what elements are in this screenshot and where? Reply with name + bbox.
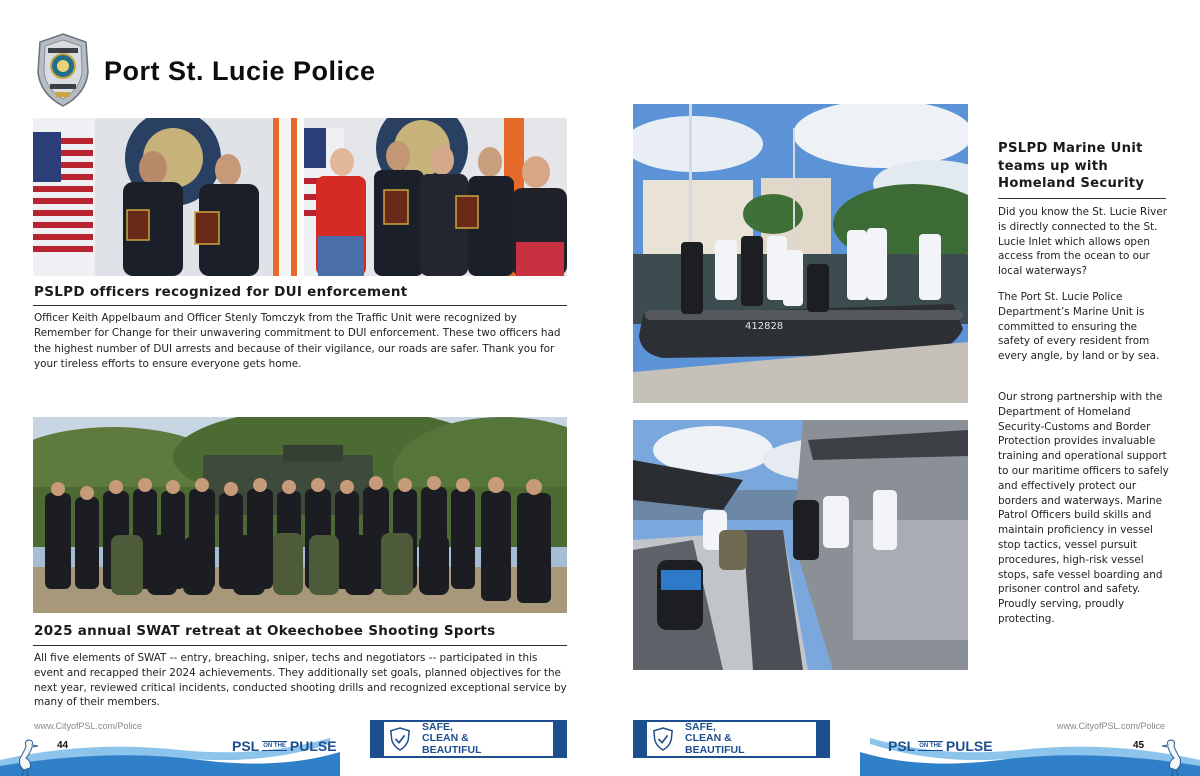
safe-clean-beautiful-banner — [370, 720, 567, 758]
psl-logo-mid: ON THE — [263, 743, 286, 749]
dui-article-heading: PSLPD officers recognized for DUI enforcement — [34, 284, 408, 300]
dui-heading-rule — [33, 305, 567, 306]
swat-article-heading: 2025 annual SWAT retreat at Okeechobee Shooting Sports — [34, 623, 496, 639]
page-title: Port St. Lucie Police — [104, 56, 376, 86]
psl-logo-pulse: PULSE — [945, 738, 993, 754]
marine-unit-boat-photo — [633, 104, 968, 403]
scb-line-2: CLEAN & — [422, 732, 469, 745]
shield-check-icon — [647, 722, 679, 756]
scb-line-1: SAFE, — [685, 720, 716, 733]
dui-article-body: Officer Keith Appelbaum and Officer Stenly Tomczyk from the Traffic Unit were recognized by Remember for Change for their unwavering commitment to DUI enforcement. These two officers had the highest number of DUI arrests and because of their vigilance, our roads are safer. Thank you for your tireless efforts to ensure everyone gets home. — [34, 312, 561, 371]
psl-logo-mid: ON THE — [919, 743, 942, 749]
psl-on-the-pulse-logo — [232, 738, 337, 754]
safe-clean-beautiful-banner — [633, 720, 830, 758]
heron-icon — [1160, 736, 1190, 776]
officers-with-plaques-photo — [33, 118, 297, 276]
psl-on-the-pulse-logo — [888, 738, 993, 754]
banner-bar — [372, 722, 384, 756]
svg-text:412828: 412828 — [745, 321, 784, 332]
scb-line-2: CLEAN & — [685, 732, 732, 745]
psl-logo-pulse: PULSE — [289, 738, 337, 754]
swat-heading-rule — [33, 645, 567, 646]
psl-logo-text: PSL — [232, 738, 260, 754]
marine-article-heading: PSLPD Marine Unit teams up with Homeland Security — [998, 141, 1145, 191]
psl-logo-text: PSL — [888, 738, 916, 754]
banner-bar — [553, 722, 565, 756]
heron-icon — [10, 736, 40, 776]
page-number-right: 45 — [1133, 740, 1145, 751]
police-badge-logo — [36, 32, 90, 108]
footer-url-left[interactable]: www.CityofPSL.com/Police — [34, 721, 143, 731]
boat-deck-training-photo — [633, 420, 968, 670]
marine-paragraph-2: The Port St. Lucie Police Department’s Marine Unit is committed to ensuring the safety of every resident from every angle, by land or by sea. — [998, 291, 1160, 363]
page-number-left: 44 — [57, 740, 69, 751]
banner-bar — [816, 722, 828, 756]
scb-line-1: SAFE, — [422, 720, 453, 733]
award-ceremony-group-photo — [304, 118, 567, 276]
swat-article-body: All five elements of SWAT -- entry, breaching, sniper, techs and negotiators -- participated in this event and recapped their 2024 achievements. They additionally set goals, planned objectives for the next year, reviewed critical incidents, conducted shooting drills and recognized exceptional service by many of their members. — [34, 652, 567, 709]
banner-bar — [635, 722, 647, 756]
marine-paragraph-3: Our strong partnership with the Department of Homeland Security-Customs and Border Protection provides invaluable training and operational support to our maritime officers to safely and effectively protect our borders and waterways. Marine Patrol Officers build skills and maintain proficiency in vessel stop tactics, vessel pursuit procedures, high-risk vessel stops, safe vessel boarding and prisoner control and safety. Proudly serving, proudly protecting. — [998, 391, 1169, 625]
shield-check-icon — [384, 722, 416, 756]
footer-url-right[interactable]: www.CityofPSL.com/Police — [1057, 721, 1166, 731]
marine-heading-rule — [998, 198, 1166, 199]
scb-line-3: BEAUTIFUL — [685, 743, 745, 756]
marine-paragraph-1: Did you know the St. Lucie River is directly connected to the St. Lucie Inlet which allows open access from the ocean to our local waterways? — [998, 206, 1167, 278]
swat-team-group-photo — [33, 417, 567, 613]
scb-line-3: BEAUTIFUL — [422, 743, 482, 756]
